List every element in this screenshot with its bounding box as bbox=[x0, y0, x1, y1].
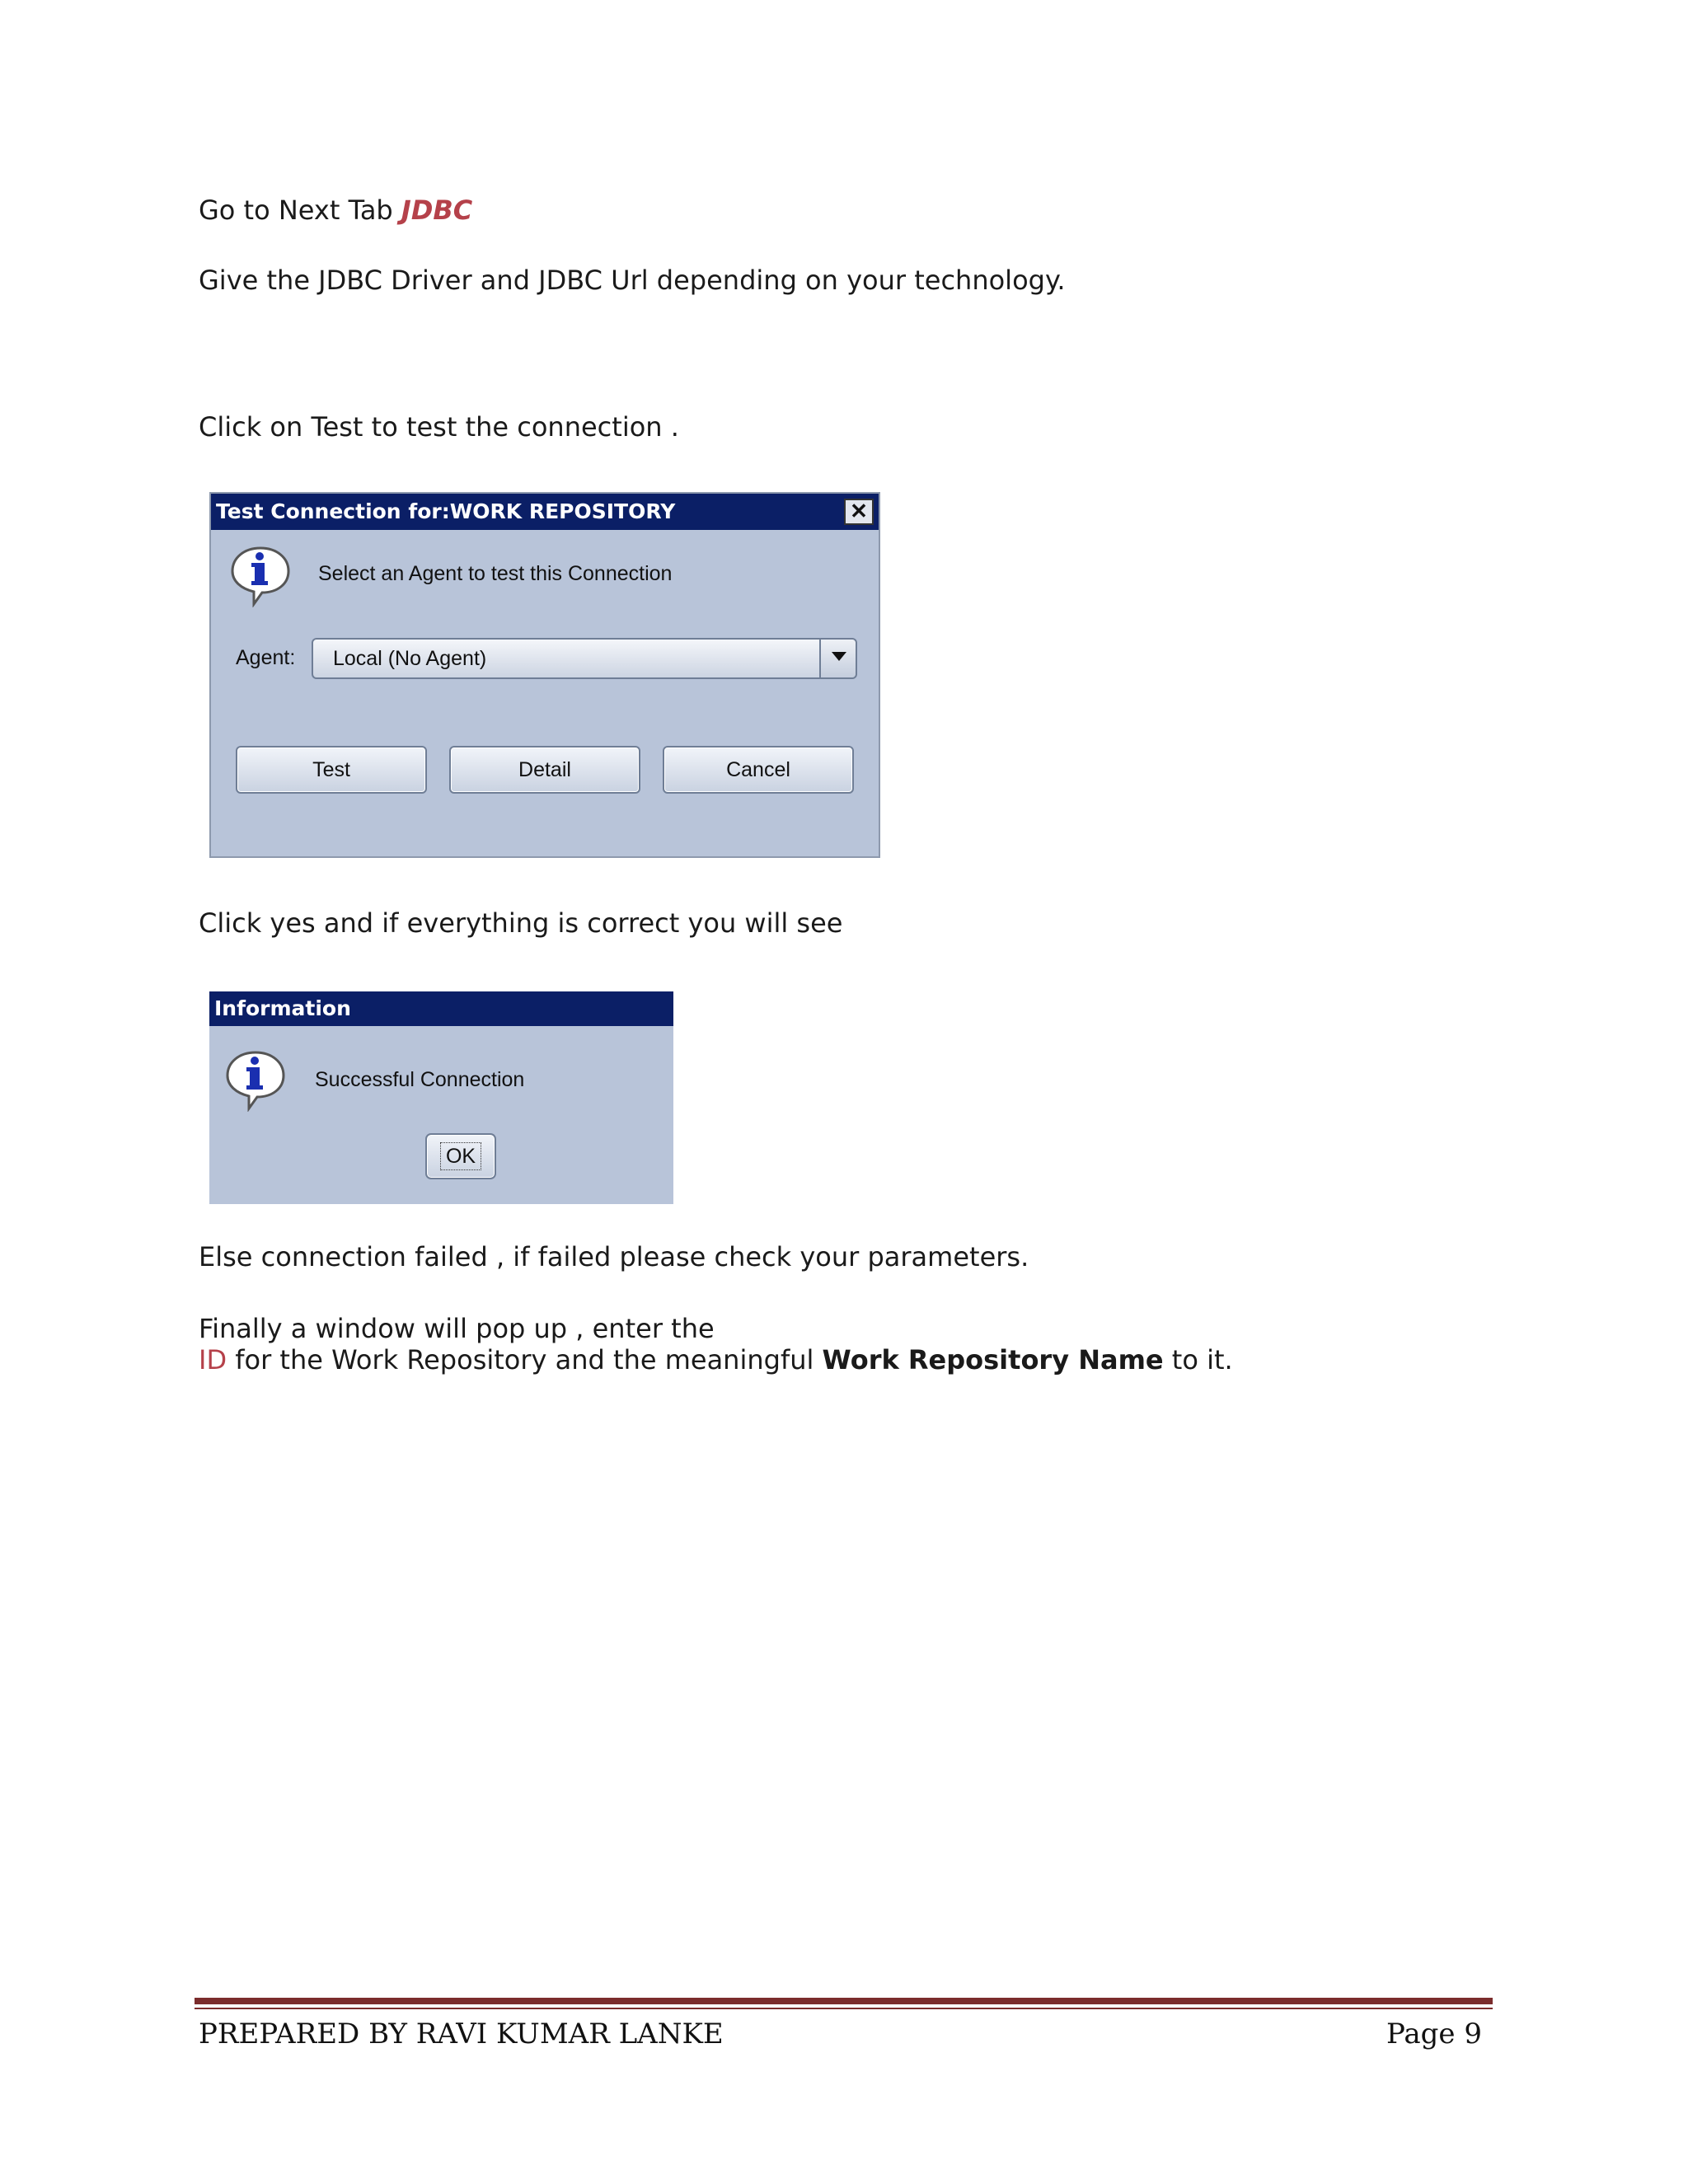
close-button[interactable] bbox=[844, 499, 874, 525]
agent-select-value: Local (No Agent) bbox=[333, 647, 487, 670]
dialog-title: Test Connection for:WORK REPOSITORY bbox=[216, 499, 676, 523]
test-button[interactable]: Test bbox=[236, 746, 427, 794]
ok-button-label: OK bbox=[440, 1142, 481, 1170]
footer-author: PREPARED BY RAVI KUMAR LANKE bbox=[199, 2018, 724, 2050]
dialog-message: Select an Agent to test this Connection bbox=[318, 562, 673, 585]
detail-button[interactable]: Detail bbox=[449, 746, 640, 794]
paragraph-jdbc-driver: Give the JDBC Driver and JDBC Url depending on your technology. bbox=[199, 265, 1066, 296]
information-dialog bbox=[209, 991, 673, 1204]
paragraph-click-yes: Click yes and if everything is correct you will see bbox=[199, 907, 843, 939]
dialog-message: Successful Connection bbox=[315, 1068, 525, 1091]
footer-rule-thin bbox=[195, 2008, 1493, 2009]
paragraph-finally-line2 bbox=[199, 1344, 1233, 1376]
paragraph-text: to it. bbox=[1163, 1344, 1233, 1376]
dialog-title: Information bbox=[214, 996, 351, 1020]
test-connection-dialog bbox=[209, 492, 880, 858]
work-repository-name-bold: Work Repository Name bbox=[822, 1344, 1164, 1376]
dialog-titlebar bbox=[211, 494, 879, 530]
paragraph-text: Go to Next Tab bbox=[199, 194, 401, 226]
footer-page-number: Page 9 bbox=[1386, 2018, 1482, 2050]
paragraph-next-tab bbox=[199, 194, 472, 226]
info-icon bbox=[224, 1049, 287, 1112]
id-highlight: ID bbox=[199, 1344, 227, 1376]
agent-select[interactable] bbox=[312, 638, 857, 679]
close-icon: ✕ bbox=[850, 499, 868, 523]
footer-rule bbox=[195, 1998, 1493, 2004]
ok-button[interactable] bbox=[425, 1133, 496, 1179]
paragraph-text: for the Work Repository and the meaningful bbox=[227, 1344, 823, 1376]
chevron-down-icon[interactable] bbox=[819, 640, 856, 677]
agent-label: Agent: bbox=[236, 646, 296, 669]
paragraph-finally-line1: Finally a window will pop up , enter the bbox=[199, 1313, 715, 1344]
cancel-button[interactable]: Cancel bbox=[663, 746, 854, 794]
info-icon bbox=[229, 545, 292, 607]
dialog-titlebar bbox=[209, 991, 673, 1026]
jdbc-highlight: JDBC bbox=[401, 194, 473, 226]
paragraph-else-failed: Else connection failed , if failed please check your parameters. bbox=[199, 1241, 1029, 1272]
paragraph-click-test: Click on Test to test the connection . bbox=[199, 411, 679, 443]
